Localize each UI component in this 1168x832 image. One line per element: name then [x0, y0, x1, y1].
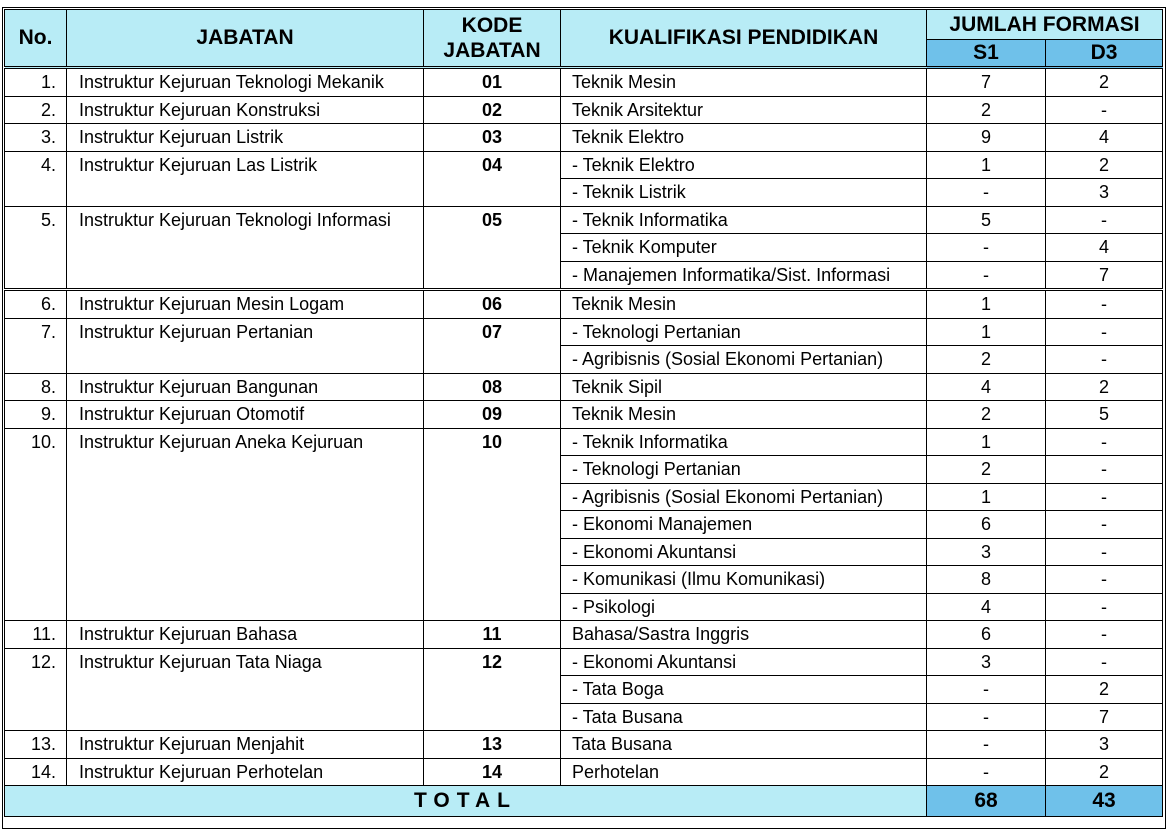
kualifikasi-cell: - Komunikasi (Ilmu Komunikasi): [561, 566, 927, 594]
d3-cell: -: [1046, 428, 1163, 456]
table-body: [5, 68, 1163, 786]
kualifikasi-cell: - Tata Boga: [561, 676, 927, 704]
header-no: No.: [5, 10, 67, 68]
table-row: [5, 96, 1163, 124]
formation-table-container: [4, 9, 1162, 817]
row-number: 8.: [5, 373, 67, 401]
header-jabatan: JABATAN: [67, 10, 424, 68]
d3-cell: 2: [1046, 373, 1163, 401]
d3-cell: 2: [1046, 758, 1163, 786]
kode-cell: 06: [424, 290, 561, 319]
s1-cell: -: [927, 703, 1046, 731]
s1-cell: 1: [927, 318, 1046, 346]
formation-table: [4, 9, 1163, 817]
kualifikasi-cell: - Teknologi Pertanian: [561, 318, 927, 346]
d3-cell: 7: [1046, 261, 1163, 290]
kualifikasi-cell: - Psikologi: [561, 593, 927, 621]
row-number: 5.: [5, 206, 67, 290]
s1-cell: 4: [927, 593, 1046, 621]
row-number: 7.: [5, 318, 67, 373]
s1-cell: 1: [927, 483, 1046, 511]
d3-cell: 4: [1046, 124, 1163, 152]
kualifikasi-cell: - Teknik Informatika: [561, 206, 927, 234]
s1-cell: 6: [927, 511, 1046, 539]
d3-cell: -: [1046, 621, 1163, 649]
kode-cell: 08: [424, 373, 561, 401]
table-header: [5, 10, 1163, 68]
table-row: [5, 758, 1163, 786]
d3-cell: -: [1046, 290, 1163, 319]
row-number: 10.: [5, 428, 67, 621]
row-number: 13.: [5, 731, 67, 759]
table-row: [5, 290, 1163, 319]
kode-cell: 09: [424, 401, 561, 429]
s1-cell: 7: [927, 68, 1046, 97]
s1-cell: -: [927, 234, 1046, 262]
d3-cell: -: [1046, 538, 1163, 566]
total-d3: 43: [1046, 786, 1163, 817]
header-s1: S1: [927, 40, 1046, 68]
d3-cell: 5: [1046, 401, 1163, 429]
d3-cell: -: [1046, 593, 1163, 621]
kualifikasi-cell: - Ekonomi Manajemen: [561, 511, 927, 539]
jabatan-cell: Instruktur Kejuruan Mesin Logam: [67, 290, 424, 319]
total-label: TOTAL: [5, 786, 927, 817]
row-number: 2.: [5, 96, 67, 124]
s1-cell: -: [927, 676, 1046, 704]
d3-cell: 2: [1046, 151, 1163, 179]
kode-cell: 10: [424, 428, 561, 621]
jabatan-cell: Instruktur Kejuruan Bahasa: [67, 621, 424, 649]
row-number: 1.: [5, 68, 67, 97]
row-number: 6.: [5, 290, 67, 319]
kualifikasi-cell: - Ekonomi Akuntansi: [561, 538, 927, 566]
row-number: 14.: [5, 758, 67, 786]
kode-cell: 07: [424, 318, 561, 373]
s1-cell: -: [927, 179, 1046, 207]
s1-cell: 1: [927, 428, 1046, 456]
kualifikasi-cell: - Ekonomi Akuntansi: [561, 648, 927, 676]
d3-cell: 2: [1046, 68, 1163, 97]
s1-cell: 6: [927, 621, 1046, 649]
header-kode-jabatan: [424, 10, 561, 68]
kualifikasi-cell: - Agribisnis (Sosial Ekonomi Pertanian): [561, 483, 927, 511]
table-row: [5, 648, 1163, 676]
kode-cell: 11: [424, 621, 561, 649]
jabatan-cell: Instruktur Kejuruan Bangunan: [67, 373, 424, 401]
table-row: [5, 124, 1163, 152]
d3-cell: -: [1046, 206, 1163, 234]
s1-cell: 8: [927, 566, 1046, 594]
table-row: [5, 68, 1163, 97]
table-row: [5, 206, 1163, 234]
s1-cell: 2: [927, 456, 1046, 484]
kualifikasi-cell: - Teknologi Pertanian: [561, 456, 927, 484]
s1-cell: -: [927, 731, 1046, 759]
row-number: 9.: [5, 401, 67, 429]
kualifikasi-cell: Teknik Arsitektur: [561, 96, 927, 124]
header-jumlah-formasi: JUMLAH FORMASI: [927, 10, 1163, 40]
table-row: [5, 151, 1163, 179]
row-number: 11.: [5, 621, 67, 649]
kualifikasi-cell: Perhotelan: [561, 758, 927, 786]
table-row: [5, 373, 1163, 401]
kualifikasi-cell: Teknik Elektro: [561, 124, 927, 152]
kualifikasi-cell: Teknik Mesin: [561, 401, 927, 429]
kualifikasi-cell: Teknik Sipil: [561, 373, 927, 401]
kode-cell: 02: [424, 96, 561, 124]
kualifikasi-cell: - Manajemen Informatika/Sist. Informasi: [561, 261, 927, 290]
table-footer: [5, 786, 1163, 817]
d3-cell: -: [1046, 483, 1163, 511]
table-row: [5, 318, 1163, 346]
d3-cell: 3: [1046, 731, 1163, 759]
table-row: [5, 731, 1163, 759]
d3-cell: -: [1046, 648, 1163, 676]
jabatan-cell: Instruktur Kejuruan Pertanian: [67, 318, 424, 373]
row-number: 3.: [5, 124, 67, 152]
s1-cell: 1: [927, 151, 1046, 179]
total-s1: 68: [927, 786, 1046, 817]
kode-cell: 03: [424, 124, 561, 152]
d3-cell: 3: [1046, 179, 1163, 207]
jabatan-cell: Instruktur Kejuruan Aneka Kejuruan: [67, 428, 424, 621]
kualifikasi-cell: Bahasa/Sastra Inggris: [561, 621, 927, 649]
header-d3: D3: [1046, 40, 1163, 68]
jabatan-cell: Instruktur Kejuruan Otomotif: [67, 401, 424, 429]
s1-cell: 5: [927, 206, 1046, 234]
s1-cell: 2: [927, 346, 1046, 374]
s1-cell: 2: [927, 96, 1046, 124]
d3-cell: -: [1046, 346, 1163, 374]
kualifikasi-cell: - Teknik Listrik: [561, 179, 927, 207]
s1-cell: 3: [927, 538, 1046, 566]
d3-cell: 4: [1046, 234, 1163, 262]
jabatan-cell: Instruktur Kejuruan Teknologi Informasi: [67, 206, 424, 290]
s1-cell: -: [927, 261, 1046, 290]
d3-cell: -: [1046, 566, 1163, 594]
kode-cell: 14: [424, 758, 561, 786]
kode-cell: 12: [424, 648, 561, 731]
row-number: 12.: [5, 648, 67, 731]
kode-cell: 05: [424, 206, 561, 290]
d3-cell: 7: [1046, 703, 1163, 731]
s1-cell: 1: [927, 290, 1046, 319]
s1-cell: 4: [927, 373, 1046, 401]
kode-cell: 01: [424, 68, 561, 97]
s1-cell: 3: [927, 648, 1046, 676]
s1-cell: 9: [927, 124, 1046, 152]
table-row: [5, 621, 1163, 649]
jabatan-cell: Instruktur Kejuruan Konstruksi: [67, 96, 424, 124]
s1-cell: 2: [927, 401, 1046, 429]
kode-cell: 04: [424, 151, 561, 206]
kualifikasi-cell: - Teknik Elektro: [561, 151, 927, 179]
d3-cell: -: [1046, 318, 1163, 346]
kualifikasi-cell: - Agribisnis (Sosial Ekonomi Pertanian): [561, 346, 927, 374]
s1-cell: -: [927, 758, 1046, 786]
kualifikasi-cell: - Teknik Komputer: [561, 234, 927, 262]
jabatan-cell: Instruktur Kejuruan Perhotelan: [67, 758, 424, 786]
kualifikasi-cell: Teknik Mesin: [561, 290, 927, 319]
row-number: 4.: [5, 151, 67, 206]
header-kualifikasi: KUALIFIKASI PENDIDIKAN: [561, 10, 927, 68]
jabatan-cell: Instruktur Kejuruan Listrik: [67, 124, 424, 152]
jabatan-cell: Instruktur Kejuruan Tata Niaga: [67, 648, 424, 731]
jabatan-cell: Instruktur Kejuruan Las Listrik: [67, 151, 424, 206]
jabatan-cell: Instruktur Kejuruan Teknologi Mekanik: [67, 68, 424, 97]
kualifikasi-cell: - Teknik Informatika: [561, 428, 927, 456]
kualifikasi-cell: Teknik Mesin: [561, 68, 927, 97]
d3-cell: -: [1046, 456, 1163, 484]
table-row: [5, 428, 1163, 456]
table-row: [5, 401, 1163, 429]
kualifikasi-cell: - Tata Busana: [561, 703, 927, 731]
d3-cell: 2: [1046, 676, 1163, 704]
kualifikasi-cell: Tata Busana: [561, 731, 927, 759]
header-kode-line1: KODE: [461, 14, 523, 37]
header-kode-line2: JABATAN: [443, 39, 541, 62]
d3-cell: -: [1046, 96, 1163, 124]
d3-cell: -: [1046, 511, 1163, 539]
jabatan-cell: Instruktur Kejuruan Menjahit: [67, 731, 424, 759]
kode-cell: 13: [424, 731, 561, 759]
